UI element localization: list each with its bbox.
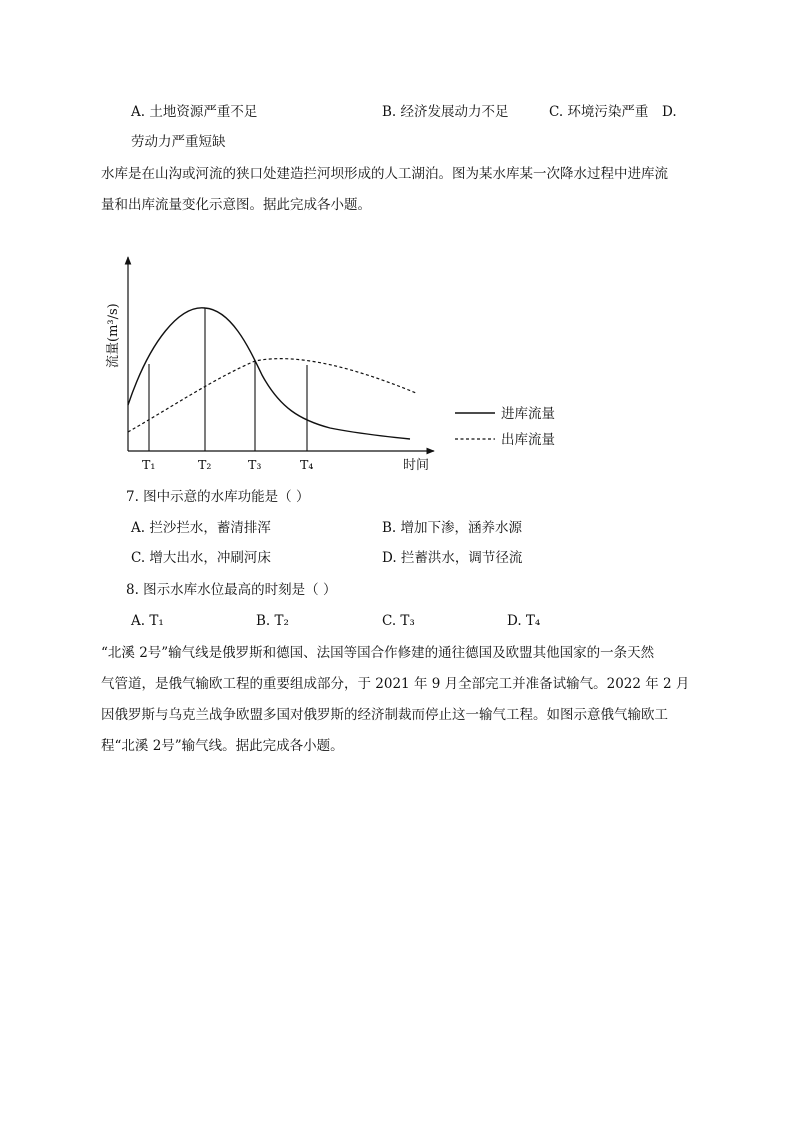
q8-option-b: B. T₂ — [256, 613, 289, 629]
tick-t3: T₃ — [248, 457, 262, 472]
q6-option-d-text: 劳动力严重短缺 — [131, 134, 226, 150]
q6-option-d-letter: D. — [662, 104, 677, 120]
pipeline-intro-line-2: 气管道，是俄气输欧工程的重要组成部分，于 2021 年 9 月全部完工并准备试输气。2022 年 2 月 — [101, 676, 690, 692]
q6-option-c: C. 环境污染严重 — [549, 104, 649, 120]
pipeline-intro-line-4: 程“北溪 2号”输气线。据此完成各小题。 — [101, 738, 344, 754]
q7-stem: 7. 图中示意的水库功能是（ ） — [126, 489, 310, 505]
tick-t1: T₁ — [142, 457, 156, 472]
outflow-curve — [128, 359, 416, 432]
pipeline-intro-line-1: “北溪 2号”输气线是俄罗斯和德国、法国等国合作修建的通往德国及欧盟其他国家的一条天然 — [101, 645, 655, 661]
reservoir-intro-line-1: 水库是在山沟或河流的狭口处建造拦河坝形成的人工湖泊。图为某水库某一次降水过程中进库流 — [101, 166, 668, 182]
q8-stem: 8. 图示水库水位最高的时刻是（ ） — [126, 582, 337, 598]
legend-outflow-label: 出库流量 — [501, 432, 555, 448]
q7-option-b: B. 增加下渗，涵养水源 — [382, 520, 523, 536]
q7-option-d: D. 拦蓄洪水，调节径流 — [382, 550, 523, 566]
q8-option-a: A. T₁ — [131, 613, 164, 629]
tick-t2: T₂ — [198, 457, 212, 472]
reservoir-intro-line-2: 量和出库流量变化示意图。据此完成各小题。 — [101, 197, 371, 213]
q6-option-b: B. 经济发展动力不足 — [382, 104, 509, 120]
inflow-curve — [128, 308, 410, 439]
pipeline-intro-line-3: 因俄罗斯与乌克兰战争欧盟多国对俄罗斯的经济制裁而停止这一输气工程。如图示意俄气输欧工 — [101, 707, 668, 723]
q8-option-d: D. T₄ — [507, 613, 541, 629]
q8-option-c: C. T₃ — [382, 613, 415, 629]
y-axis-label: 流量(m³/s) — [106, 303, 121, 368]
q7-option-c: C. 增大出水，冲刷河床 — [131, 550, 271, 566]
legend-inflow-label: 进库流量 — [501, 406, 555, 422]
tick-t4: T₄ — [300, 457, 314, 472]
flow-diagram — [98, 250, 578, 478]
q7-option-a: A. 拦沙拦水，蓄清排浑 — [131, 520, 271, 536]
q6-option-a: A. 土地资源严重不足 — [131, 104, 258, 120]
x-axis-label: 时间 — [403, 458, 430, 473]
